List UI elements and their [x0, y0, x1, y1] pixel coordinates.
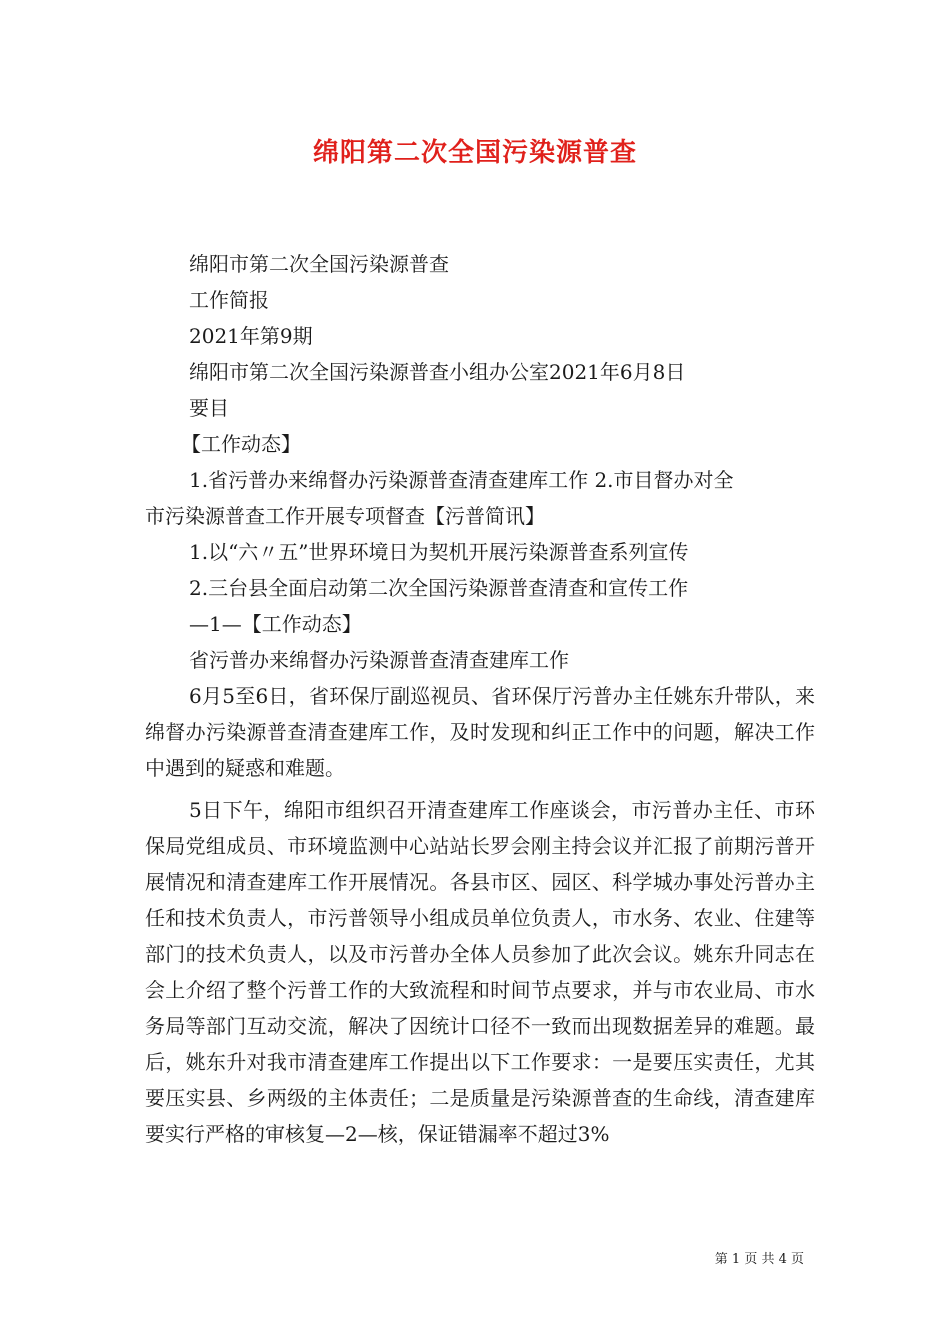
header-line: 绵阳市第二次全国污染源普查小组办公室2021年6月8日 [189, 360, 686, 384]
header-line: 要目 [189, 396, 229, 420]
paragraph: 5日下午，绵阳市组织召开清查建库工作座谈会，市污普办主任、市环保局党组成员、市环境监测中心站站长罗会刚主持会议并汇报了前期污普开展情况和清查建库工作开展情况。各县市区、园区、科学城办事处污普办主任和技术负责人，市污普领导小组成员单位负责人，市水务、农业、住建等部门的技术负责人，以及市污普办全体人员参加了此次会议。姚东升同志在会上介绍了整个污普工作的大致流程和时间节点要求，并与市农业局、市水务局等部门互动交流，解决了因统计口径不一致而出现数据差异的难题。最后，姚东升对我市清查建库工作提出以下工作要求：一是要压实责任，尤其要压实县、乡两级的主体责任；二是质量是污染源普查的生命线，清查建库要实行严格的审核复—2—核，保证错漏率不超过3% [145, 798, 815, 1146]
header-line: 工作简报 [189, 288, 269, 312]
header-line: 2021年第9期 [189, 324, 313, 348]
toc-item: 1.以“六〃五”世界环境日为契机开展污染源普查系列宣传 [189, 540, 689, 564]
section-heading: 省污普办来绵督办污染源普查清查建库工作 [189, 648, 569, 672]
toc-item: 1.省污普办来绵督办污染源普查清查建库工作 2.市目督办对全 [189, 468, 734, 492]
header-line: 绵阳市第二次全国污染源普查 [189, 252, 449, 276]
toc-item-continued: 市污染源普查工作开展专项督查【污普简讯】 [145, 504, 545, 528]
header-line: 【工作动态】 [181, 432, 301, 456]
page-footer: 第 1 页 共 4 页 [714, 1252, 804, 1267]
section-marker: —1—【工作动态】 [189, 612, 362, 636]
document-body [145, 246, 815, 1152]
toc-item: 2.三台县全面启动第二次全国污染源普查清查和宣传工作 [189, 576, 689, 600]
paragraph: 6月5至6日，省环保厅副巡视员、省环保厅污普办主任姚东升带队，来绵督办污染源普查清查建库工作，及时发现和纠正工作中的问题，解决工作中遇到的疑惑和难题。 [145, 684, 815, 780]
document-title: 绵阳第二次全国污染源普查 [312, 138, 637, 168]
